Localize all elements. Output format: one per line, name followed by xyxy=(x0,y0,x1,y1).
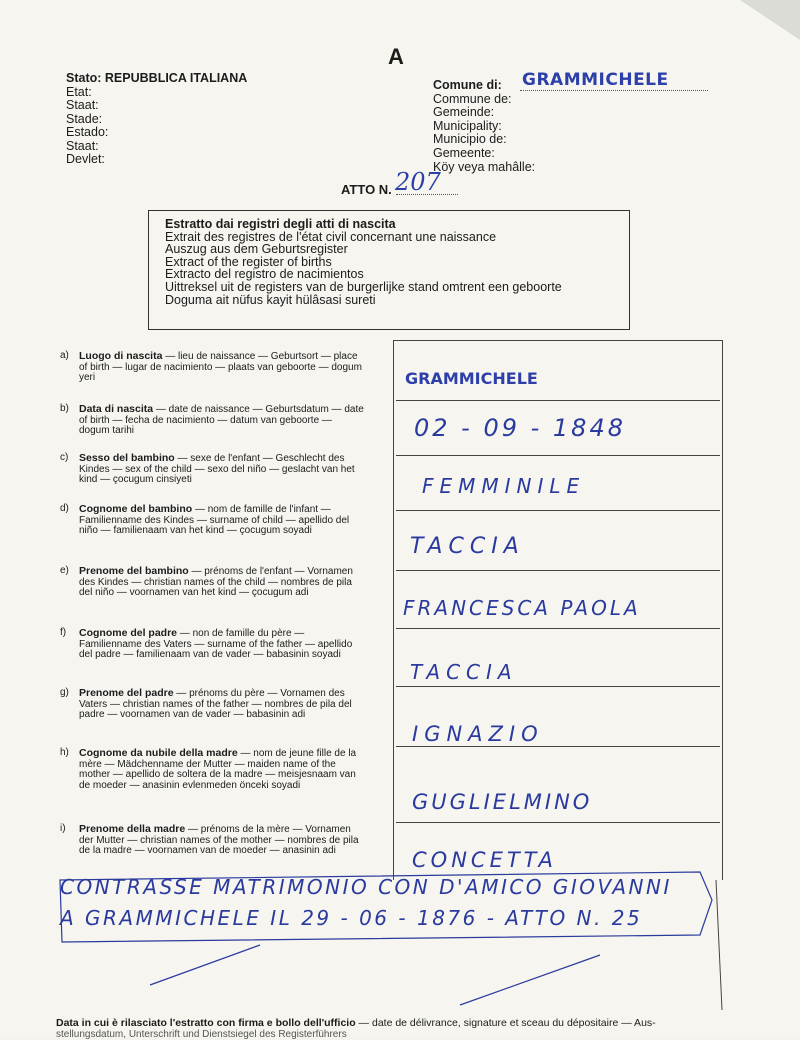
comune-translation: Municipality: xyxy=(433,118,502,133)
value-mother-maiden-name: GUGLIELMINO xyxy=(412,790,593,814)
value-birthplace-stamp: GRAMMICHELE xyxy=(405,369,538,388)
value-mother-names: CONCETTA xyxy=(412,848,557,872)
value-child-names: FRANCESCA PAOLA xyxy=(403,596,641,620)
state-translation: Estado: xyxy=(66,125,109,139)
state-value: REPUBBLICA ITALIANA xyxy=(104,71,248,85)
extract-translation: Extracto del registro de nacimientos xyxy=(165,267,364,282)
state-translation: Staat: xyxy=(66,138,99,153)
document-page: A Stato: REPUBBLICA ITALIANA Etat: Staat: Stade: Estado: Staat: Devlet: Comune di: Commune de: Gemeinde: Municipality: Municipio de: Gemeente: Köy veya mahâlle: GRAMMICHELE ATTO N. 207 Estratto dai registri degli atti di nascita Extrait des registres de l'état civil concernant une naissance Auszug aus dem Geburtsregister Extract of the register of births Extracto del registro de nacimientos Uittreksel uit de registers van de burgerlijke stand omtrent een geboorte Doguma ait nüfus kayit hülâsasi sureti a) Luogo di nascita — lieu de naissance — Geburtsort — place of birth — lugar de nacimiento — plaats van geboorte — dogum yeri b) Data di nascita — date de naissance — Geburtsdatum — date of birth — fecha de nacimiento — datum van geboorte — dogum tarihi c) Sesso del bambino — sexe de l'enfant — Geschlecht des Kindes — sex of the child — sexo del niño — geslacht van het kind — çocugum cinsiyeti d) Cognome del bambino — nom de famille de l'infant — Familienname des Kindes — surname of child — apellido del niño — familienaam van het kind — çocugum soyadi e) Prenome del bambino — prénoms de l'enfant — Vornamen des Kindes — christian names of the child — nombres de pila del niño — voornamen van het kind — çocugum adi f) Cognome del padre — non de famille du père — Familienname des Vaters — surname of the father — apellido del padre — familienaam van de vader — babasinin soyadi g) Prenome del padre — prénoms du père — Vornamen des Vaters — christian names of the father — nombres de pila del padre — voornamen van de vader — babasinin adi h) Cognome da nubile della madre — nom de jeune fille de la mère — Mädchenname der Mutter — maiden name of the mother — apellido de soltera de la madre — meisjesnaam van de moeder — anasinin evlenmeden önceki soyadi i) Prenome della madre — prénoms de la mère — Vornamen der Mutter — christian names of the mother — nombres de pila de la madre — voornamen van de moeder — anasinin adi GRAMMICHELE 02 - 09 - 1848 FEMMINILE TACCIA FRANCESCA PAOLA TACCIA IGNAZIO GUGLIELMINO CONCETTA CONTRASSE MATRIMONIO CON D'AMICO GIOVANNI A GRAMMICHELE IL 29 - 06 - 1876 - ATTO N. 25 Data in cui è rilasciato l'estratto con firma e bollo dell'ufficio — date de délivrance, signature et sceau du dépositaire — Aus- stellungsdatum, Unterschrift und Dienstsiegel des Registerführers xyxy=(0,0,800,1035)
extract-translation: Uittreksel uit de registers van de burgerlijke stand omtrent een geboorte xyxy=(165,279,562,294)
comune-label: Comune di: xyxy=(433,78,502,92)
extract-translation: Extrait des registres de l'état civil concernant une naissance xyxy=(165,229,497,244)
cancel-stroke-right xyxy=(460,955,600,1005)
state-label: Stato: xyxy=(66,71,102,85)
atto-label: ATTO N. xyxy=(341,182,392,197)
annotation-outline xyxy=(60,872,712,942)
value-child-surname: TACCIA xyxy=(410,534,525,559)
comune-translation: Commune de: xyxy=(433,91,512,106)
annotation-line-2: A GRAMMICHELE IL 29 - 06 - 1876 - ATTO N. 25 xyxy=(60,906,643,930)
value-father-names: IGNAZIO xyxy=(412,722,544,746)
value-birthdate: 02 - 09 - 1848 xyxy=(414,414,626,442)
value-sex: FEMMINILE xyxy=(422,474,586,498)
extract-title: Estratto dai registri degli atti di nascita xyxy=(165,217,396,231)
extract-translation: Extract of the register of births xyxy=(165,254,332,269)
atto-number: 207 xyxy=(395,168,441,196)
comune-translation: Gemeente: xyxy=(433,145,495,160)
footer-text-line-2: stellungsdatum, Unterschrift und Dienstsiegel des Registerführers xyxy=(56,1029,347,1040)
state-translation: Devlet: xyxy=(66,152,105,166)
extract-translation: Doguma ait nüfus kayit hülâsasi sureti xyxy=(165,292,376,307)
extract-translation: Auszug aus dem Geburtsregister xyxy=(165,242,348,257)
annotation-line-1: CONTRASSE MATRIMONIO CON D'AMICO GIOVANNI xyxy=(60,875,672,899)
state-translation: Stade: xyxy=(66,111,103,126)
comune-stamp: GRAMMICHELE xyxy=(522,70,669,90)
comune-translation: Köy veya mahâlle: xyxy=(433,159,536,174)
box-right-edge xyxy=(716,880,722,1010)
form-letter: A xyxy=(388,44,404,69)
state-translation: Staat: xyxy=(66,98,99,112)
comune-translation: Gemeinde: xyxy=(433,105,495,120)
value-father-surname: TACCIA xyxy=(410,660,518,684)
cancel-stroke-left xyxy=(150,945,260,985)
footer-text: Data in cui è rilasciato l'estratto con firma e bollo dell'ufficio — date de délivrance, signature et sceau du dépositaire — Aus- xyxy=(56,1018,656,1029)
state-translation: Etat: xyxy=(66,84,92,99)
comune-translation: Municipio de: xyxy=(433,132,507,147)
